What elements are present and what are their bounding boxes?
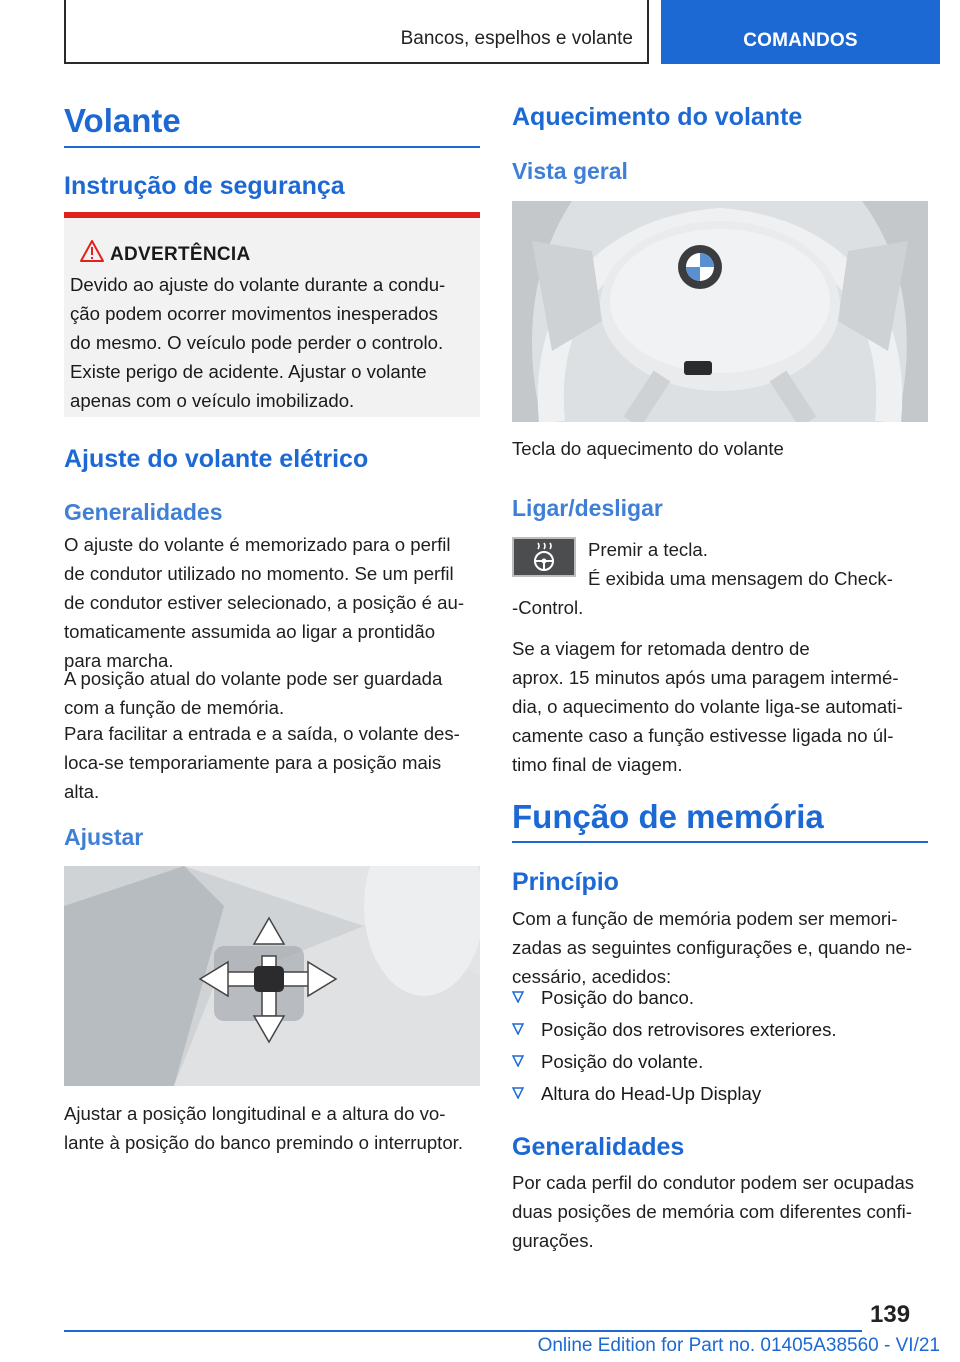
general-paragraph — [64, 530, 484, 675]
page-title: Volante — [64, 102, 181, 139]
heated-steering-wheel-icon — [514, 539, 574, 575]
warning-title: ADVERTÊNCIA — [110, 244, 251, 265]
text-line: O ajuste do volante é memorizado para o perfil — [64, 534, 451, 555]
list-bullet-triangle-icon — [512, 1023, 524, 1035]
page-number: 139 — [870, 1301, 911, 1328]
warning-line: apenas com o veículo imobilizado. — [70, 390, 355, 411]
principle-heading: Princípio — [512, 868, 619, 896]
electric-adjust-heading: Ajuste do volante elétrico — [64, 445, 369, 473]
memory-title-rule — [512, 841, 928, 843]
list-item-label: Posição do banco. — [541, 987, 694, 1008]
text-line: loca-se temporariamente para a posição mais — [64, 752, 442, 773]
text-line: com a função de memória. — [64, 697, 285, 718]
general-heading-left: Generalidades — [64, 499, 223, 525]
text-line: Se a viagem for retomada dentro de — [512, 638, 810, 659]
overview-caption: Tecla do aquecimento do volante — [512, 438, 784, 459]
text-line: cessário, acedidos: — [512, 966, 672, 987]
text-line: Com a função de memória podem ser memori- — [512, 908, 898, 929]
header-chapter-tab[interactable] — [661, 0, 940, 64]
warning-line: ção podem ocorrer movimentos inesperados — [70, 303, 438, 324]
footer-edition: Online Edition for Part no. 01405A38560 - VI/21 — [537, 1335, 940, 1356]
title-rule — [64, 146, 480, 148]
steering-switch-photo — [64, 866, 480, 1086]
general-paragraph-right — [512, 1168, 940, 1255]
list-item-label: Posição dos retrovisores exteriores. — [541, 1019, 837, 1040]
steering-column-illustration — [64, 866, 480, 1086]
text-line: duas posições de memória com diferentes confi- — [512, 1201, 912, 1222]
principle-paragraph — [512, 904, 940, 991]
heated-steering-button[interactable] — [512, 537, 576, 577]
text-line: timo final de viagem. — [512, 754, 683, 775]
text-line: de condutor utilizado no momento. Se um perfil — [64, 563, 454, 584]
text-line: para marcha. — [64, 650, 174, 671]
general-heading-right: Generalidades — [512, 1133, 685, 1161]
memory-title: Função de memória — [512, 798, 824, 835]
steering-wheel-photo — [512, 201, 928, 422]
text-line: Para facilitar a entrada e a saída, o volante des- — [64, 723, 460, 744]
list-item-label: Posição do volante. — [541, 1051, 704, 1072]
text-line: camente caso a função estivesse ligada no úl- — [512, 725, 894, 746]
onoff-heading: Ligar/desligar — [512, 495, 663, 521]
onoff-line-2: É exibida uma mensagem do Check- — [588, 568, 893, 589]
warning-text — [70, 270, 470, 415]
list-bullet-triangle-icon — [512, 1055, 524, 1067]
text-line: de condutor estiver selecionado, a posição é au- — [64, 592, 465, 613]
footer-rule — [64, 1330, 862, 1332]
text-line: aprox. 15 minutos após uma paragem intermé- — [512, 667, 899, 688]
text-line: Por cada perfil do condutor podem ser ocupadas — [512, 1172, 915, 1193]
onoff-line-3: -Control. — [512, 597, 584, 618]
text-line: lante à posição do banco premindo o interruptor. — [64, 1132, 463, 1153]
easy-entry-paragraph — [64, 719, 484, 806]
text-line: A posição atual do volante pode ser guardada — [64, 668, 443, 689]
list-bullet-triangle-icon — [512, 991, 524, 1003]
overview-heading: Vista geral — [512, 158, 628, 184]
warning-box — [64, 212, 480, 417]
adjust-caption — [64, 1099, 484, 1157]
warning-line: Devido ao ajuste do volante durante a condu- — [70, 274, 446, 295]
list-item-label: Altura do Head-Up Display — [541, 1083, 762, 1104]
steering-wheel-illustration — [512, 201, 928, 422]
onoff-line-1: Premir a tecla. — [588, 539, 708, 560]
warning-line: Existe perigo de acidente. Ajustar o volante — [70, 361, 427, 382]
header-section-box — [64, 0, 649, 64]
header-chapter-title: COMANDOS — [743, 30, 858, 51]
warning-line: do mesmo. O veículo pode perder o controlo. — [70, 332, 444, 353]
warning-triangle-icon — [80, 240, 104, 262]
text-line: zadas as seguintes configurações e, quando ne- — [512, 937, 913, 958]
safety-heading: Instrução de segurança — [64, 172, 345, 200]
list-bullet-triangle-icon — [512, 1087, 524, 1099]
heating-title: Aquecimento do volante — [512, 103, 803, 131]
text-line: gurações. — [512, 1230, 594, 1251]
header-section-title: Bancos, espelhos e volante — [400, 28, 633, 49]
text-line: dia, o aquecimento do volante liga-se automati- — [512, 696, 903, 717]
resume-paragraph — [512, 634, 940, 779]
text-line: tomaticamente assumida ao ligar a prontidão — [64, 621, 436, 642]
text-line: Ajustar a posição longitudinal e a altura do vo- — [64, 1103, 446, 1124]
adjust-heading: Ajustar — [64, 824, 144, 850]
text-line: alta. — [64, 781, 100, 802]
memory-paragraph — [64, 664, 484, 722]
